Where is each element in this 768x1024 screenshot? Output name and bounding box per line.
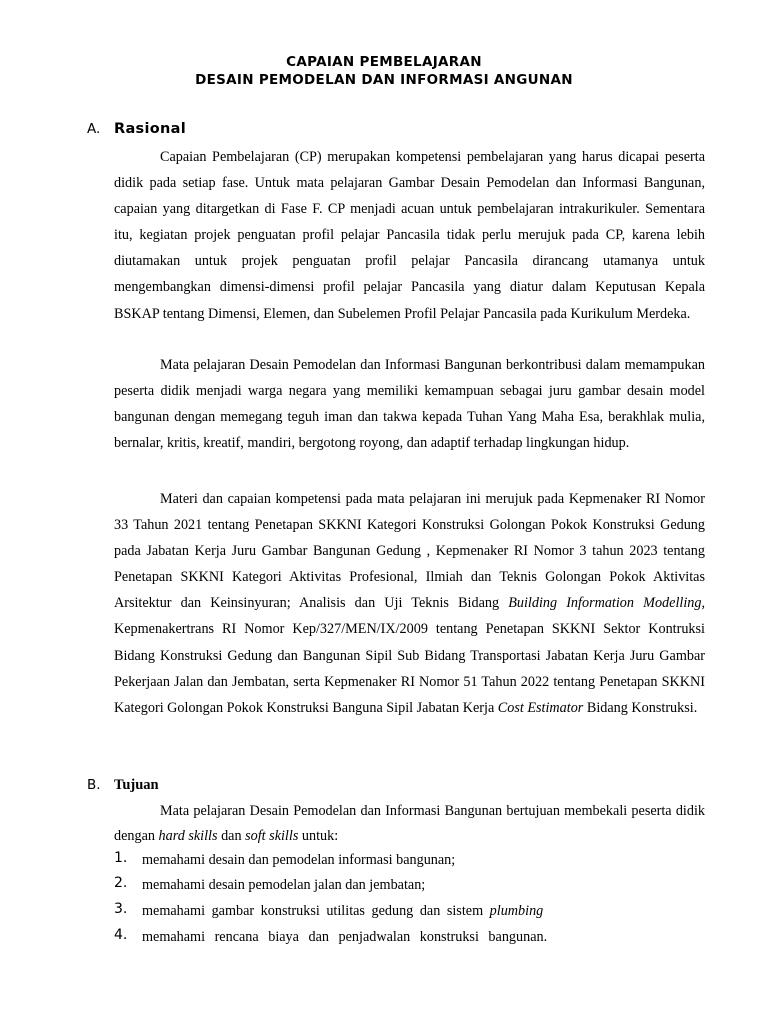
list-item	[114, 903, 705, 929]
list-item-italic-plumbing: plumbing	[489, 903, 544, 919]
section-b-heading: Tujuan	[114, 777, 159, 793]
list-item-text: memahami desain dan pemodelan informasi bangunan;	[142, 852, 456, 868]
section-a-letter: A.	[87, 121, 101, 137]
section-b-letter: B.	[87, 777, 101, 793]
p3-text-1: Materi dan capaian kompetensi pada mata pelajaran ini merujuk pada Kepmenaker RI Nomor 33 Tahun 2021 tentang Penetapan SKKNI Kategori Konstruksi Golongan Pokok Konstruksi Gedung pada Jabatan Kerja Juru Gambar Bangunan Gedung , Kepmenaker RI Nomor 3 tahun 2023 tentang Penetapan SKKNI Kategori Aktivitas Profesional, Ilmiah dan Teknis Golongan Pokok Aktivitas Arsitektur dan Keinsinyuran; Analisis dan Uji Teknis Bidang	[114, 491, 705, 612]
intro-italic-soft-skills: soft skills	[245, 827, 299, 844]
tujuan-intro-paragraph	[114, 799, 705, 848]
list-item-text: memahami rencana biaya dan penjadwalan konstruksi bangunan.	[142, 929, 548, 945]
rasional-paragraph-1: Capaian Pembelajaran (CP) merupakan kompetensi pembelajaran yang harus dicapai peserta didik pada setiap fase. Untuk mata pelajaran Gambar Desain Pemodelan dan Informasi Bangunan, capaian yang ditargetkan di Fase F. CP menjadi acuan untuk pembelajaran intrakurikuler. Sementara itu, kegiatan projek penguatan profil pelajar Pancasila tidak perlu merujuk pada CP, karena lebih diutamakan untuk projek penguatan profil pelajar Pancasila dirancang utamanya untuk mengembangkan dimensi-dimensi profil pelajar Pancasila yang diatur dalam Keputusan Kepala BSKAP tentang Dimensi, Elemen, dan Subelemen Profil Pelajar Pancasila pada Kurikulum Merdeka.	[114, 149, 705, 322]
intro-italic-hard-skills: hard skills	[158, 827, 218, 844]
list-item-number: 3.	[114, 901, 128, 917]
intro-text-2: dan	[217, 827, 246, 844]
rasional-paragraph-3	[114, 486, 705, 721]
list-item-number: 2.	[114, 875, 128, 891]
section-a-heading: Rasional	[114, 121, 186, 137]
intro-text-1: Mata pelajaran Desain Pemodelan dan Informasi Bangunan bertujuan membekali peserta didik dengan	[114, 803, 705, 844]
list-item-number: 4.	[114, 927, 128, 943]
rasional-paragraph-2: Mata pelajaran Desain Pemodelan dan Informasi Bangunan berkontribusi dalam memampukan peserta didik menjadi warga negara yang memiliki kemampuan sebagai juru gambar desain model bangunan dengan memegang teguh iman dan takwa kepada Tuhan Yang Maha Esa, berakhlak mulia, bernalar, kritis, kreatif, mandiri, bergotong royong, dan adaptif terhadap lingkungan hidup.	[114, 357, 705, 452]
list-item-text: memahami gambar konstruksi utilitas gedung dan sistem	[142, 903, 490, 919]
document-title-line-1: CAPAIAN PEMBELAJARAN	[286, 54, 482, 70]
p3-text-3: Bidang Konstruksi.	[583, 699, 698, 716]
list-item	[114, 929, 705, 955]
list-item-text: memahami desain pemodelan jalan dan jembatan;	[142, 877, 426, 893]
list-item-number: 1.	[114, 850, 128, 866]
p3-italic-bim: Building Information Modelling	[508, 595, 702, 612]
list-item	[114, 877, 705, 903]
p3-text-2: , Kepmenakertrans RI Nomor Kep/327/MEN/IX/2009 tentang Penetapan SKKNI Sektor Kontruksi Bidang Konstruksi Gedung dan Bangunan Sipil Sub Bidang Transportasi Jabatan Kerja Juru Gambar Pekerjaan Jalan dan Jembatan, serta Kepmenaker RI Nomor 51 Tahun 2022 tentang Penetapan SKKNI Kategori Golongan Pokok Konstruksi Banguna Sipil Jabatan Kerja	[114, 595, 705, 716]
intro-text-3: untuk:	[298, 827, 339, 844]
p3-italic-cost-estimator: Cost Estimator	[497, 699, 584, 716]
list-item	[114, 852, 705, 878]
document-title-line-2: DESAIN PEMODELAN DAN INFORMASI ANGUNAN	[195, 72, 573, 88]
list-item-text-wrap	[142, 903, 543, 920]
